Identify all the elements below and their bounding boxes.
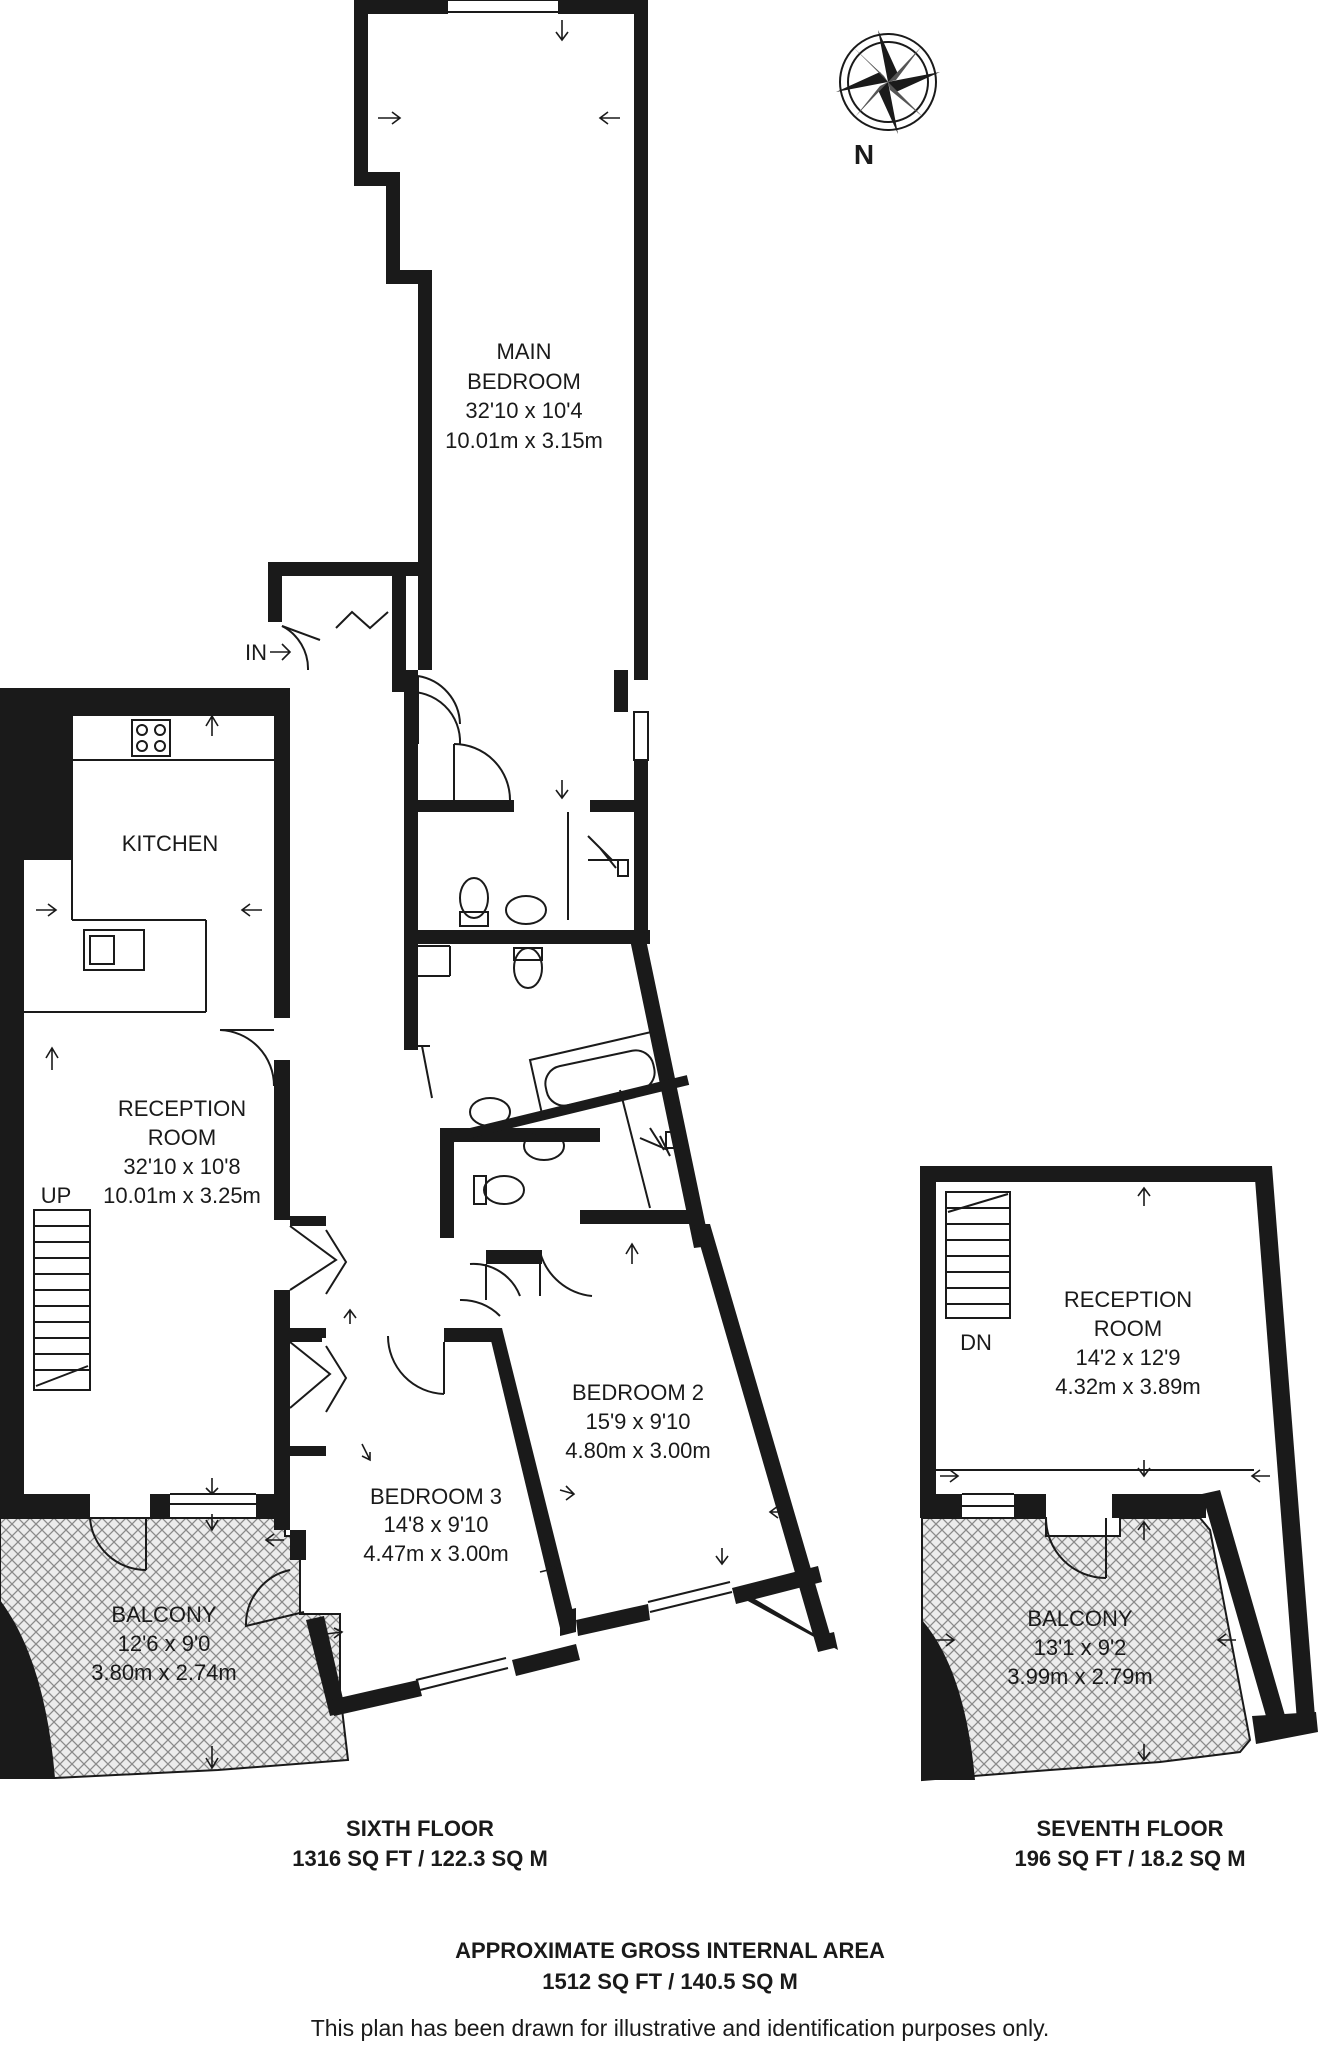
main-bedroom-name1: MAIN	[496, 339, 552, 364]
gross-area-total: 1512 SQ FT / 140.5 SQ M	[542, 1969, 798, 1994]
gross-area-heading: APPROXIMATE GROSS INTERNAL AREA	[455, 1938, 885, 1963]
balcony-6-name: BALCONY	[111, 1602, 217, 1627]
balcony-7-imperial: 13'1 x 9'2	[1033, 1635, 1127, 1660]
entrance-arrow-icon	[270, 644, 290, 660]
balcony-7-metric: 3.99m x 2.79m	[1007, 1664, 1153, 1689]
kitchen-name: KITCHEN	[121, 831, 219, 856]
bedroom3-name: BEDROOM 3	[369, 1484, 503, 1509]
main-bedroom-metric: 10.01m x 3.15m	[445, 428, 603, 453]
reception-7-name2: ROOM	[1093, 1316, 1163, 1341]
reception-label	[103, 1096, 261, 1208]
north-label: N	[853, 139, 875, 170]
bedroom2-metric: 4.80m x 3.00m	[565, 1438, 711, 1463]
compass-rose-icon	[836, 30, 940, 134]
bedroom3-metric: 4.47m x 3.00m	[363, 1541, 509, 1566]
reception-7-metric: 4.32m x 3.89m	[1055, 1374, 1201, 1399]
seventh-floor-area: 196 SQ FT / 18.2 SQ M	[1014, 1846, 1246, 1871]
sixth-floor-area: 1316 SQ FT / 122.3 SQ M	[292, 1846, 548, 1871]
balcony-6-imperial: 12'6 x 9'0	[117, 1631, 211, 1656]
reception-name2: ROOM	[147, 1125, 217, 1150]
entrance-label: IN	[245, 640, 267, 665]
main-bedroom-imperial: 32'10 x 10'4	[465, 398, 583, 423]
reception-metric: 10.01m x 3.25m	[103, 1183, 261, 1208]
sixth-floor-title: SIXTH FLOOR	[346, 1816, 494, 1841]
bedroom2-name: BEDROOM 2	[571, 1380, 705, 1405]
balcony-6-metric: 3.80m x 2.74m	[91, 1660, 237, 1685]
bedroom2-label	[565, 1380, 711, 1463]
balcony-7-name: BALCONY	[1027, 1606, 1133, 1631]
bedroom3-label	[363, 1484, 509, 1566]
disclaimer: This plan has been drawn for illustrative and identification purposes only.	[310, 2015, 1050, 2041]
seventh-floor-title: SEVENTH FLOOR	[1036, 1816, 1224, 1841]
reception-name1: RECEPTION	[117, 1096, 247, 1121]
reception-7-imperial: 14'2 x 12'9	[1075, 1345, 1181, 1370]
main-bedroom-label	[445, 339, 603, 453]
stairs-down-label: DN	[960, 1330, 992, 1355]
main-bedroom-name2: BEDROOM	[467, 369, 581, 394]
reception-imperial: 32'10 x 10'8	[123, 1154, 241, 1179]
reception-7-name1: RECEPTION	[1063, 1287, 1193, 1312]
bedroom2-imperial: 15'9 x 9'10	[585, 1409, 691, 1434]
bedroom3-imperial: 14'8 x 9'10	[383, 1512, 489, 1537]
reception-7-label	[1055, 1287, 1201, 1399]
stairs-up-label: UP	[40, 1183, 72, 1208]
